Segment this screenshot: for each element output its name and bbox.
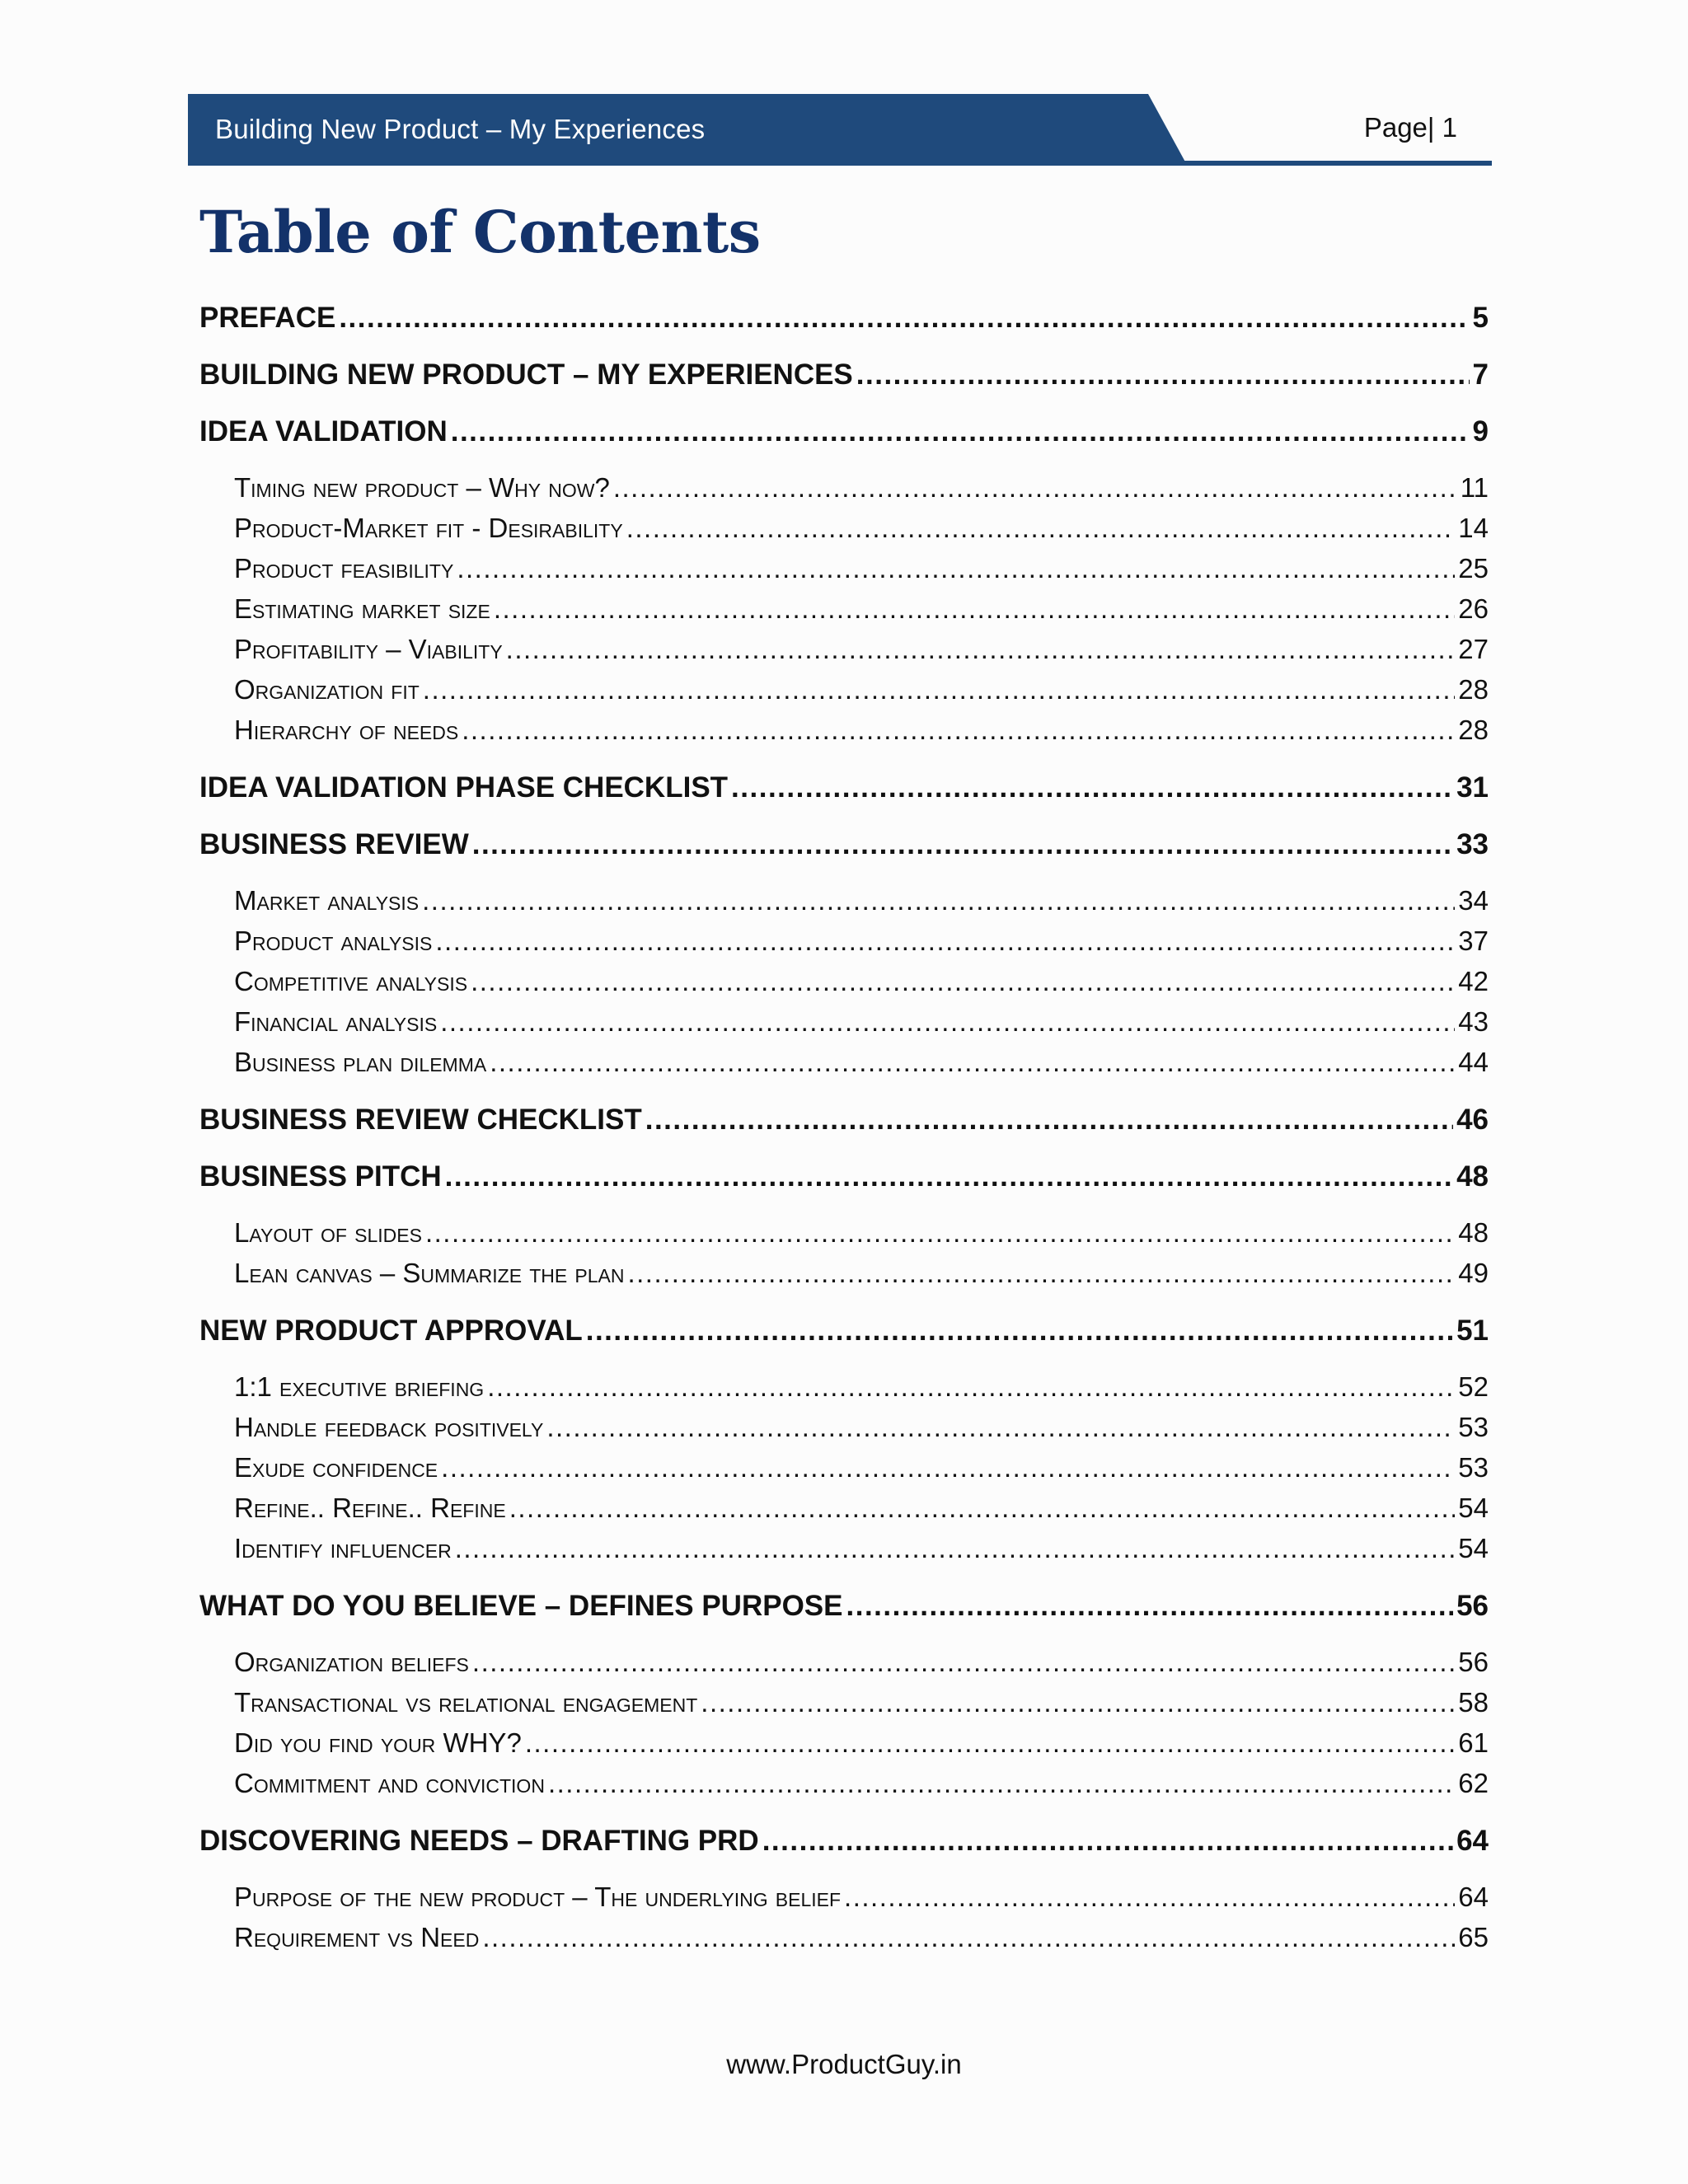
toc-entry-page: 54 xyxy=(1458,1493,1489,1523)
toc-subentry[interactable] xyxy=(199,1408,1489,1443)
toc-subentry[interactable] xyxy=(199,882,1489,916)
dot-leader xyxy=(487,1371,1455,1403)
toc-subentry[interactable] xyxy=(199,550,1489,584)
dot-leader xyxy=(627,1258,1455,1289)
toc-entry-page: 28 xyxy=(1458,674,1489,705)
toc-entry-label: Organization beliefs xyxy=(234,1647,469,1677)
dot-leader xyxy=(423,674,1455,705)
toc-subentry[interactable] xyxy=(199,1449,1489,1483)
toc-entry-label: Competitive analysis xyxy=(234,966,468,996)
toc-subentry[interactable] xyxy=(199,469,1489,504)
dot-leader xyxy=(846,1590,1454,1623)
dot-leader xyxy=(425,1217,1455,1249)
toc-entry-page: 7 xyxy=(1472,359,1489,391)
dot-leader xyxy=(494,593,1455,625)
toc-heading-entry[interactable] xyxy=(199,825,1489,861)
dot-leader xyxy=(482,1922,1455,1953)
dot-leader xyxy=(472,828,1453,861)
toc-subentry[interactable] xyxy=(199,1368,1489,1403)
toc-subentry[interactable] xyxy=(199,1878,1489,1913)
toc-entry-page: 51 xyxy=(1456,1315,1489,1347)
toc-entry-page: 9 xyxy=(1472,415,1489,448)
toc-entry-page: 58 xyxy=(1458,1687,1489,1718)
toc-entry-label: NEW PRODUCT APPROVAL xyxy=(199,1315,583,1347)
toc-subentry[interactable] xyxy=(199,1643,1489,1678)
toc-entry-label: Product-Market fit - Desirability xyxy=(234,513,623,543)
toc-entry-label: Did you find your WHY? xyxy=(234,1727,522,1758)
toc-entry-page: 64 xyxy=(1458,1882,1489,1912)
toc-subentry[interactable] xyxy=(199,590,1489,625)
toc-entry-page: 62 xyxy=(1458,1768,1489,1798)
toc-entry-label: Market analysis xyxy=(234,885,420,916)
toc-entry-label: Purpose of the new product – The underlying belief xyxy=(234,1882,842,1912)
toc-entry-page: 64 xyxy=(1456,1825,1489,1857)
toc-entry-page: 61 xyxy=(1458,1727,1489,1758)
toc-heading-entry[interactable] xyxy=(199,1157,1489,1193)
toc-entry-page: 48 xyxy=(1456,1160,1489,1193)
toc-entry-label: Refine.. Refine.. Refine xyxy=(234,1493,506,1523)
toc-entry-label: Timing new product – Why now? xyxy=(234,472,610,503)
toc-entry-label: Hierarchy of needs xyxy=(234,715,459,745)
toc-entry-label: BUILDING NEW PRODUCT – MY EXPERIENCES xyxy=(199,359,853,391)
toc-heading-entry[interactable] xyxy=(199,1100,1489,1137)
toc-entry-page: 49 xyxy=(1458,1258,1489,1288)
toc-entry-page: 33 xyxy=(1456,828,1489,860)
footer-url: www.ProductGuy.in xyxy=(726,2049,962,2079)
toc-entry-page: 65 xyxy=(1458,1922,1489,1952)
toc-subentry[interactable] xyxy=(199,1724,1489,1759)
toc-entry-page: 52 xyxy=(1458,1371,1489,1402)
dot-leader xyxy=(509,1493,1456,1524)
dot-leader xyxy=(701,1687,1455,1718)
page-number: Page| 1 xyxy=(1363,112,1457,143)
toc-subentry[interactable] xyxy=(199,922,1489,957)
toc-entry-label: Lean canvas – Summarize the plan xyxy=(234,1258,625,1288)
toc-subentry[interactable] xyxy=(199,630,1489,665)
toc-subentry[interactable] xyxy=(199,671,1489,705)
dot-leader xyxy=(490,1047,1455,1078)
toc-subentry[interactable] xyxy=(199,1003,1489,1038)
toc-entry-page: 26 xyxy=(1458,593,1489,624)
toc-entry-label: DISCOVERING NEEDS – DRAFTING PRD xyxy=(199,1825,759,1857)
toc-subentry[interactable] xyxy=(199,1919,1489,1953)
toc-heading-entry[interactable] xyxy=(199,1311,1489,1347)
dot-leader xyxy=(440,1006,1455,1038)
toc-entry-label: 1:1 executive briefing xyxy=(234,1371,485,1402)
dot-leader xyxy=(435,926,1455,957)
toc-entry-label: Transactional vs relational engagement xyxy=(234,1687,698,1718)
dot-leader xyxy=(445,1160,1453,1193)
toc-entry-label: Product analysis xyxy=(234,926,433,956)
toc-title: Table of Contents xyxy=(199,198,761,266)
toc-heading-entry[interactable] xyxy=(199,355,1489,391)
dot-leader xyxy=(462,715,1455,746)
toc-entry-label: Layout of slides xyxy=(234,1217,422,1248)
toc-entry-label: Requirement vs Need xyxy=(234,1922,480,1952)
toc-entry-page: 48 xyxy=(1458,1217,1489,1248)
toc-entry-label: PREFACE xyxy=(199,302,336,334)
dot-leader xyxy=(844,1882,1455,1913)
toc-entry-page: 27 xyxy=(1458,634,1489,664)
toc-entry-page: 44 xyxy=(1458,1047,1489,1077)
header-title: Building New Product – My Experiences xyxy=(215,114,706,144)
toc-entry-page: 54 xyxy=(1458,1533,1489,1563)
toc-heading-entry[interactable] xyxy=(199,1586,1489,1623)
toc-entry-label: Product feasibility xyxy=(234,553,454,583)
toc-entry-label: WHAT DO YOU BELIEVE – DEFINES PURPOSE xyxy=(199,1590,843,1622)
dot-leader xyxy=(762,1825,1453,1858)
toc-heading-entry[interactable] xyxy=(199,768,1489,804)
toc-entry-label: IDEA VALIDATION PHASE CHECKLIST xyxy=(199,771,729,804)
toc-entry-page: 25 xyxy=(1458,553,1489,583)
dot-leader xyxy=(455,1533,1456,1564)
toc-entry-page: 56 xyxy=(1456,1590,1489,1622)
dot-leader xyxy=(546,1412,1455,1443)
toc-entry-label: BUSINESS REVIEW xyxy=(199,828,469,860)
toc-entry-page: 14 xyxy=(1458,513,1489,543)
dot-leader xyxy=(586,1315,1453,1347)
toc-entry-page: 37 xyxy=(1458,926,1489,956)
toc-entry-page: 53 xyxy=(1458,1452,1489,1483)
toc-entry-label: Financial analysis xyxy=(234,1006,438,1037)
toc-heading-entry[interactable] xyxy=(199,298,1489,335)
toc-entry-page: 5 xyxy=(1472,302,1489,334)
toc-subentry[interactable] xyxy=(199,1765,1489,1799)
dot-leader xyxy=(645,1104,1453,1137)
dot-leader xyxy=(339,302,1469,335)
toc-subentry[interactable] xyxy=(199,1684,1489,1718)
dot-leader xyxy=(506,634,1456,665)
toc-subentry[interactable] xyxy=(199,1214,1489,1249)
toc-subentry[interactable] xyxy=(199,1254,1489,1289)
toc-subentry[interactable] xyxy=(199,1043,1489,1078)
dot-leader xyxy=(548,1768,1455,1799)
dot-leader xyxy=(471,966,1455,997)
dot-leader xyxy=(441,1452,1455,1483)
toc-entry-label: BUSINESS PITCH xyxy=(199,1160,442,1193)
toc-subentry[interactable] xyxy=(199,509,1489,544)
dot-leader xyxy=(457,553,1455,584)
page-header xyxy=(188,94,1492,165)
toc-entry-label: BUSINESS REVIEW CHECKLIST xyxy=(199,1104,642,1136)
dot-leader xyxy=(613,472,1457,504)
toc-heading-entry[interactable] xyxy=(199,412,1489,448)
dot-leader xyxy=(731,771,1453,804)
toc-entry-label: Commitment and conviction xyxy=(234,1768,545,1798)
toc-entry-label: Profitability – Viability xyxy=(234,634,503,664)
toc-entry-label: Identify influencer xyxy=(234,1533,452,1563)
toc-entry-page: 34 xyxy=(1458,885,1489,916)
toc-entry-page: 53 xyxy=(1458,1412,1489,1442)
toc-heading-entry[interactable] xyxy=(199,1821,1489,1858)
toc-entry-label: IDEA VALIDATION xyxy=(199,415,448,448)
dot-leader xyxy=(856,359,1470,391)
toc-subentry[interactable] xyxy=(199,1530,1489,1564)
dot-leader xyxy=(451,415,1470,448)
toc-entry-label: Exude confidence xyxy=(234,1452,438,1483)
toc-subentry[interactable] xyxy=(199,711,1489,746)
toc-entry-page: 42 xyxy=(1458,966,1489,996)
dot-leader xyxy=(422,885,1455,916)
toc-subentry[interactable] xyxy=(199,1489,1489,1524)
toc-entry-label: Estimating market size xyxy=(234,593,490,624)
toc-entry-page: 28 xyxy=(1458,715,1489,745)
toc-entry-page: 56 xyxy=(1458,1647,1489,1677)
dot-leader xyxy=(626,513,1456,544)
toc-entry-page: 31 xyxy=(1456,771,1489,804)
toc-subentry[interactable] xyxy=(199,963,1489,997)
toc-entry-page: 46 xyxy=(1456,1104,1489,1136)
header-rule xyxy=(188,161,1492,166)
toc-entry-label: Organization fit xyxy=(234,674,420,705)
toc-entry-label: Handle feedback positively xyxy=(234,1412,544,1442)
dot-leader xyxy=(472,1647,1455,1678)
dot-leader xyxy=(525,1727,1455,1759)
toc-entry-page: 11 xyxy=(1460,472,1489,503)
toc-entry-page: 43 xyxy=(1458,1006,1489,1037)
toc-entry-label: Business plan dilemma xyxy=(234,1047,487,1077)
